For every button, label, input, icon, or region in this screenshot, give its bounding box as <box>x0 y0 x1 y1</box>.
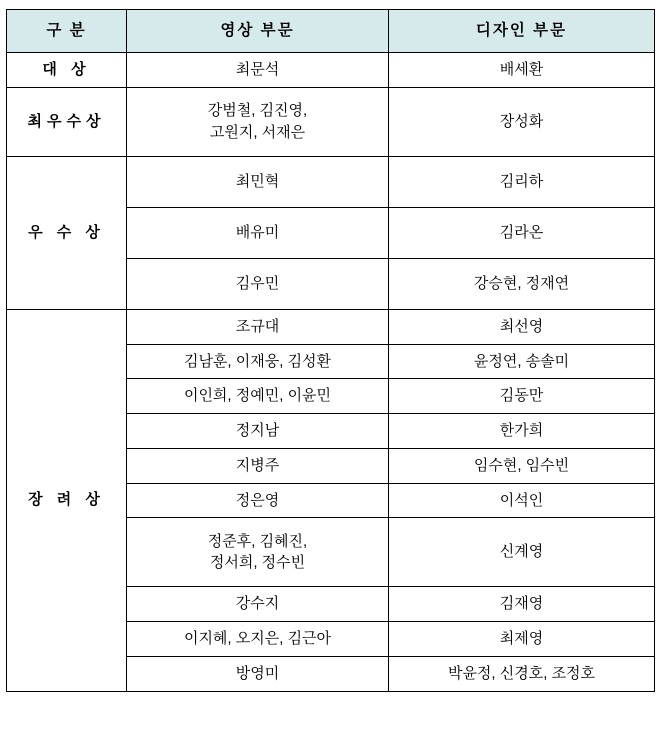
video-winner-cell: 배유미 <box>127 207 389 258</box>
table-row <box>7 87 655 156</box>
video-winner-cell: 방영미 <box>127 656 389 691</box>
design-winner-cell: 박윤정, 신경호, 조정호 <box>389 656 655 691</box>
design-winner-cell: 이석인 <box>389 483 655 518</box>
design-winner-cell: 임수현, 임수빈 <box>389 448 655 483</box>
video-winner-cell: 조규대 <box>127 309 389 344</box>
video-winner-cell: 김남훈, 이재웅, 김성환 <box>127 344 389 379</box>
video-winner-cell: 이인희, 정예민, 이윤민 <box>127 379 389 414</box>
table-row <box>7 53 655 88</box>
design-winner-cell: 김리하 <box>389 156 655 207</box>
award-division-cell: 우 수 상 <box>7 156 127 309</box>
video-winner-cell: 정지남 <box>127 414 389 449</box>
video-winner-cell: 김우민 <box>127 258 389 309</box>
design-winner-cell: 배세환 <box>389 53 655 88</box>
design-winner-cell: 최선영 <box>389 309 655 344</box>
design-winner-cell: 김라온 <box>389 207 655 258</box>
table-body <box>7 53 655 692</box>
design-winner-cell: 최제영 <box>389 622 655 657</box>
column-header-division: 구 분 <box>7 10 127 53</box>
design-winner-cell: 장성화 <box>389 87 655 156</box>
award-results-table <box>6 9 655 692</box>
video-winner-cell: 지병주 <box>127 448 389 483</box>
column-header-video: 영상 부문 <box>127 10 389 53</box>
video-winner-cell: 강수지 <box>127 587 389 622</box>
video-winner-cell: 정준후, 김혜진, 정서희, 정수빈 <box>127 518 389 587</box>
video-winner-cell: 최민혁 <box>127 156 389 207</box>
design-winner-cell: 신계영 <box>389 518 655 587</box>
table-row <box>7 309 655 344</box>
column-header-design: 디자인 부문 <box>389 10 655 53</box>
design-winner-cell: 한가희 <box>389 414 655 449</box>
video-winner-cell: 이지혜, 오지은, 김근아 <box>127 622 389 657</box>
design-winner-cell: 강승현, 정재연 <box>389 258 655 309</box>
table-header-row <box>7 10 655 53</box>
table-header <box>7 10 655 53</box>
design-winner-cell: 윤정연, 송솔미 <box>389 344 655 379</box>
video-winner-cell: 강범철, 김진영, 고원지, 서재은 <box>127 87 389 156</box>
design-winner-cell: 김재영 <box>389 587 655 622</box>
video-winner-cell: 최문석 <box>127 53 389 88</box>
award-division-cell: 최우수상 <box>7 87 127 156</box>
table-row <box>7 156 655 207</box>
award-division-cell: 장 려 상 <box>7 309 127 691</box>
design-winner-cell: 김동만 <box>389 379 655 414</box>
award-division-cell: 대 상 <box>7 53 127 88</box>
video-winner-cell: 정은영 <box>127 483 389 518</box>
